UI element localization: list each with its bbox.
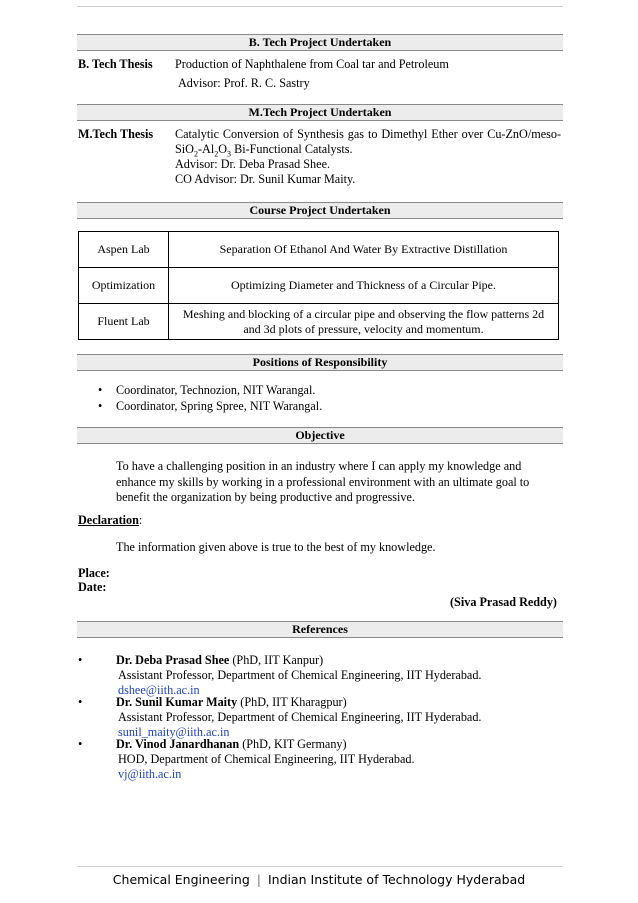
- footer-rule: [77, 866, 563, 867]
- reference-position: HOD, Department of Chemical Engineering, IIT Hyderabad.: [118, 752, 415, 766]
- course-row: [79, 268, 559, 304]
- course-section-header: Course Project Undertaken: [77, 202, 563, 219]
- btech-thesis-label: B. Tech Thesis: [78, 57, 153, 71]
- objective-section-header: Objective: [77, 427, 563, 444]
- positions-section-header: Positions of Responsibility: [77, 354, 563, 371]
- mtech-advisor: Advisor: Dr. Deba Prasad Shee.: [175, 157, 331, 171]
- mtech-thesis-title-line2: $SiO_2-Al_2O_3$ Bi-Functional Catalysts.: [175, 142, 353, 159]
- header-rule: [77, 0, 563, 7]
- btech-advisor: Advisor: Prof. R. C. Sastry: [178, 76, 310, 90]
- reference-affiliation: (PhD, IIT Kharagpur): [237, 695, 347, 709]
- course-name: Aspen Lab: [79, 232, 169, 268]
- course-desc: Separation Of Ethanol And Water By Extractive Distillation: [169, 232, 559, 268]
- page-footer: [0, 872, 638, 887]
- reference-affiliation: (PhD, KIT Germany): [239, 737, 347, 751]
- reference-name: Dr. Vinod Janardhanan: [116, 737, 240, 751]
- course-name: Fluent Lab: [79, 304, 169, 340]
- course-projects-table: [78, 231, 559, 340]
- references-section-header: References: [77, 621, 563, 638]
- reference-email-link[interactable]: vj@iith.ac.in: [118, 767, 182, 781]
- reference-email-link[interactable]: sunil_maity@iith.ac.in: [118, 725, 230, 739]
- date-label: Date:: [78, 580, 107, 594]
- place-label: Place:: [78, 566, 110, 580]
- reference-position: Assistant Professor, Department of Chemical Engineering, IIT Hyderabad.: [118, 710, 482, 724]
- mtech-co-advisor: CO Advisor: Dr. Sunil Kumar Maity.: [175, 172, 356, 186]
- bullet-icon: •: [78, 737, 83, 751]
- bullet-icon: •: [78, 695, 83, 709]
- list-item: • Coordinator, Technozion, NIT Warangal.: [98, 383, 316, 397]
- footer-institute: Indian Institute of Technology Hyderabad: [267, 872, 526, 887]
- reference-name: Dr. Deba Prasad Shee: [116, 653, 230, 667]
- mtech-section-header: M.Tech Project Undertaken: [77, 104, 563, 121]
- positions-list: [98, 383, 322, 415]
- btech-section-header: B. Tech Project Undertaken: [77, 34, 563, 51]
- objective-text: To have a challenging position in an industry where I can apply my knowledge and enhance my skills by working in a professional environment with an ultimate goal to benefit the organization by being productive and progressive.: [116, 459, 530, 504]
- reference-position: Assistant Professor, Department of Chemical Engineering, IIT Hyderabad.: [118, 668, 482, 682]
- declaration-text: The information given above is true to the best of my knowledge.: [116, 540, 436, 554]
- signature-name: (Siva Prasad Reddy): [450, 595, 557, 609]
- course-desc: Meshing and blocking of a circular pipe and observing the flow patterns 2d and 3d plots of pressure, velocity and momentum.: [169, 304, 559, 340]
- reference-affiliation: (PhD, IIT Kanpur): [229, 653, 324, 667]
- reference-name: Dr. Sunil Kumar Maity: [116, 695, 238, 709]
- reference-email-link[interactable]: dshee@iith.ac.in: [118, 683, 200, 697]
- declaration-heading: Declaration:: [78, 513, 143, 527]
- course-row: [79, 232, 559, 268]
- course-row: [79, 304, 559, 340]
- mtech-thesis-title-line1: Catalytic Conversion of Synthesis gas to Dimethyl Ether over Cu-ZnO/meso-: [175, 127, 561, 141]
- list-item: • Coordinator, Spring Spree, NIT Warangal.: [98, 399, 323, 413]
- footer-department: Chemical Engineering: [112, 872, 250, 887]
- bullet-icon: •: [78, 653, 83, 667]
- course-name: Optimization: [79, 268, 169, 304]
- footer-separator: |: [256, 872, 261, 887]
- btech-thesis-title: Production of Naphthalene from Coal tar and Petroleum: [175, 57, 449, 71]
- course-desc: Optimizing Diameter and Thickness of a Circular Pipe.: [169, 268, 559, 304]
- mtech-thesis-label: M.Tech Thesis: [78, 127, 154, 141]
